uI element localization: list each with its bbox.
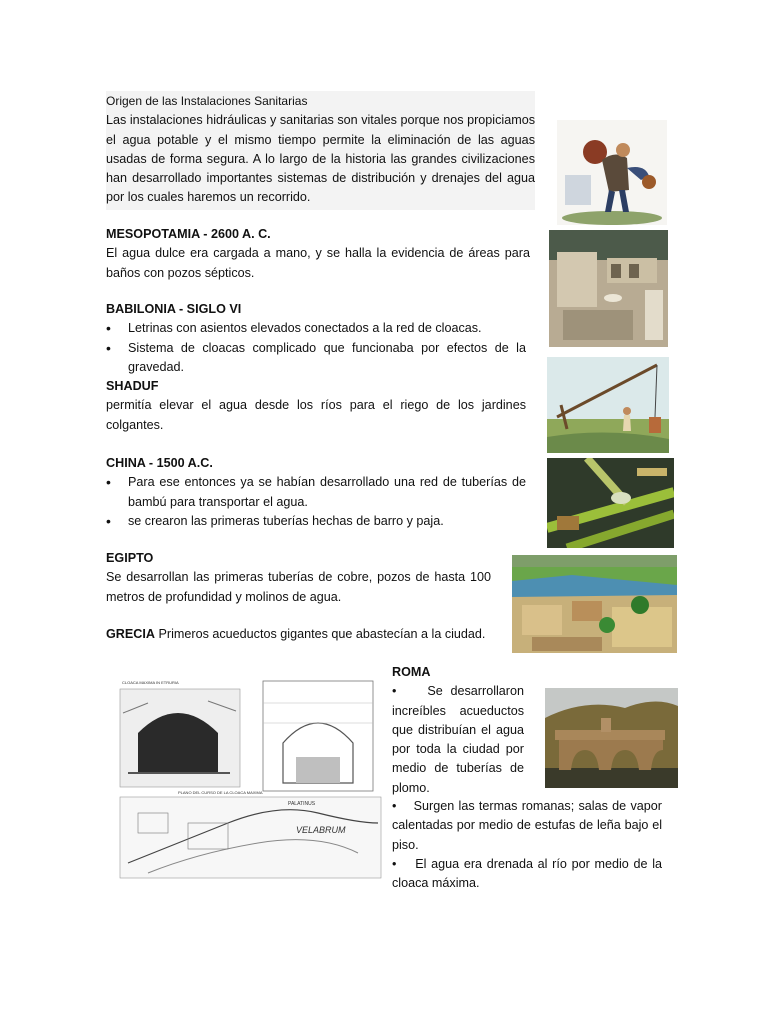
bullet: • <box>392 856 397 871</box>
shaduf-text: permitía elevar el agua desde los ríos para el riego de los jardines colgantes. <box>106 398 526 432</box>
babilonia-list <box>106 319 526 377</box>
bullet: • <box>392 799 397 813</box>
roma-section <box>392 663 524 798</box>
roma-item-text: El agua era drenada al río por medio de la cloaca máxima. <box>392 856 662 891</box>
grecia-heading: GRECIA <box>106 627 155 641</box>
grecia-text: Primeros acueductos gigantes que abastecían a la ciudad. <box>158 627 486 641</box>
roma-section-continued <box>392 797 662 893</box>
list-item: • Sistema de cloacas complicado que funcionaba por efectos de la gravedad. <box>106 339 526 378</box>
shaduf-section <box>106 377 526 435</box>
roma-item-text: Surgen las termas romanas; salas de vapor calentadas por medio de estufas de leña bajo el piso. <box>392 799 662 852</box>
list-item: • Para ese entonces ya se habían desarrollado una red de tuberías de bambú para transportar el agua. <box>106 473 526 512</box>
intro-paragraph: Las instalaciones hidráulicas y sanitarias son vitales porque nos propiciamos el agua potable y el mismo tiempo permite la eliminación de las aguas usadas de forma segura. A lo largo de la historia las grandes civilizaciones han desarrollado importantes sistemas de distribución y drenajes del agua por los cuales haremos un recorrido. <box>106 113 535 205</box>
list-item <box>392 855 662 894</box>
cloaca-maxima-drawing-image <box>118 673 383 880</box>
map-label-middle: PLANO DEL CURSO DE LA CLOACA MAXIMA <box>178 790 263 795</box>
china-heading: CHINA - 1500 A.C. <box>106 456 213 470</box>
china-list <box>106 473 526 531</box>
intro-section <box>106 91 535 210</box>
shaduf-heading: SHADUF <box>106 379 159 393</box>
list-item <box>392 682 524 798</box>
shaduf-illustration-image <box>547 357 669 453</box>
map-label-palatine: PALATINUS <box>288 801 316 807</box>
grecia-section <box>106 625 491 644</box>
mesopotamia-heading: MESOPOTAMIA - 2600 A. C. <box>106 227 271 241</box>
list-item: • se crearon las primeras tuberías hechas de barro y paja. <box>106 512 526 531</box>
egipto-section <box>106 549 491 607</box>
roman-bridge-image <box>545 688 678 788</box>
roma-item-text: Se desarrollaron increíbles acueductos que distribuían el agua por toda la ciudad por medio de tuberías de plomo. <box>392 684 524 795</box>
list-item <box>392 797 662 855</box>
bullet: • <box>392 684 397 699</box>
mesopotamia-text: El agua dulce era cargada a mano, y se halla la evidencia de áreas para baños con pozos sépticos. <box>106 246 530 280</box>
babilonia-heading: BABILONIA - SIGLO VI <box>106 302 242 316</box>
egyptian-landscape-image <box>512 555 677 653</box>
document-title: Origen de las Instalaciones Sanitarias <box>106 94 308 108</box>
china-section <box>106 454 526 531</box>
egipto-heading: EGIPTO <box>106 551 154 565</box>
mesopotamia-section <box>106 225 530 283</box>
roma-heading: ROMA <box>392 665 431 679</box>
map-label-top: CLOACA MAXIMA IN ETRURIA <box>122 680 179 685</box>
egipto-text: Se desarrollan las primeras tuberías de cobre, pozos de hasta 100 metros de profundidad y molinos de agua. <box>106 570 491 604</box>
babilonia-section <box>106 300 526 377</box>
map-label-velabrum: VELABRUM <box>296 825 346 835</box>
list-item: • Letrinas con asientos elevados conectados a la red de cloacas. <box>106 319 526 338</box>
ancient-baths-ruins-image <box>549 230 668 347</box>
bamboo-pipes-image <box>547 458 674 548</box>
water-carrier-image <box>557 120 667 225</box>
